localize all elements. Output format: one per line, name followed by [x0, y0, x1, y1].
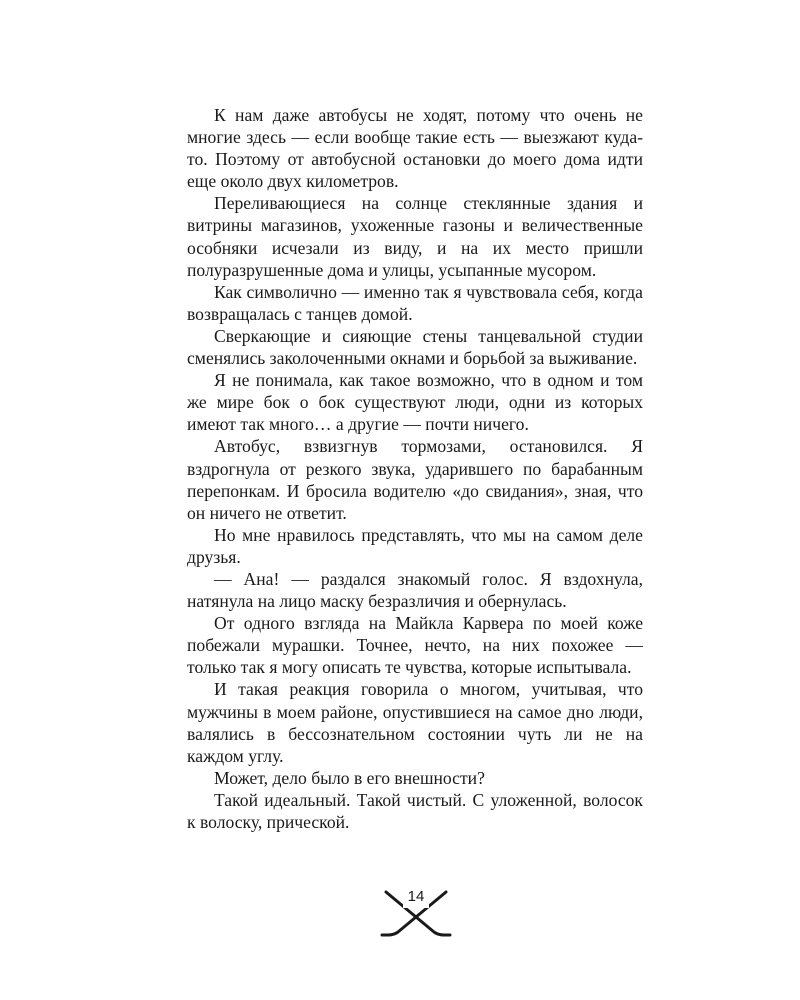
paragraph: Такой идеальный. Такой чистый. С уложенной, волосок к волоску, прической. [187, 789, 643, 832]
paragraph: Переливающиеся на солнце стеклянные здания и витрины магазинов, ухоженные газоны и величественные особняки исчезали из виду, и на их место пришли полуразрушенные дома и улицы, усыпанные мусором. [187, 193, 643, 280]
paragraph: Я не понимала, как такое возможно, что в одном и том же мире бок о бок существуют люди, одни из которых имеют так много… а другие — почти ничего. [187, 370, 643, 435]
paragraph: — Ана! — раздался знакомый голос. Я вздохнула, натянула на лицо маску безразличия и обернулась. [187, 568, 643, 612]
page-number: 14 [407, 888, 425, 905]
body-text [187, 104, 643, 833]
paragraph: К нам даже автобусы не ходят, потому что очень не многие здесь — если вообще такие есть — выезжают куда-то. Поэтому от автобусной остановки до моего дома идти еще около двух километров. [187, 105, 643, 192]
paragraph: Сверкающие и сияющие стены танцевальной студии сменялись заколоченными окнами и борьбой за выживание. [187, 325, 643, 369]
paragraph: И такая реакция говорила о многом, учитывая, что мужчины в моем районе, опустившиеся на самое дно люди, валялись в бессознательном состоянии чуть ли не на каждом углу. [187, 679, 643, 766]
page-footer [376, 886, 456, 946]
paragraph: От одного взгляда на Майкла Карвера по моей коже побежали мурашки. Точнее, нечто, на них похожее — только так я могу описать те чувства, которые испытывала. [187, 613, 643, 678]
paragraph: Может, дело было в его внешности? [214, 767, 485, 788]
paragraph: Автобус, взвизгнув тормозами, остановился. Я вздрогнула от резкого звука, ударившего по барабанным перепонкам. И бросила водителю «до свидания», зная, что он ничего не ответит. [187, 436, 643, 523]
paragraph: Но мне нравилось представлять, что мы на самом деле друзья. [187, 524, 643, 567]
paragraph: Как символично — именно так я чувствовала себя, когда возвращалась с танцев домой. [187, 281, 643, 324]
